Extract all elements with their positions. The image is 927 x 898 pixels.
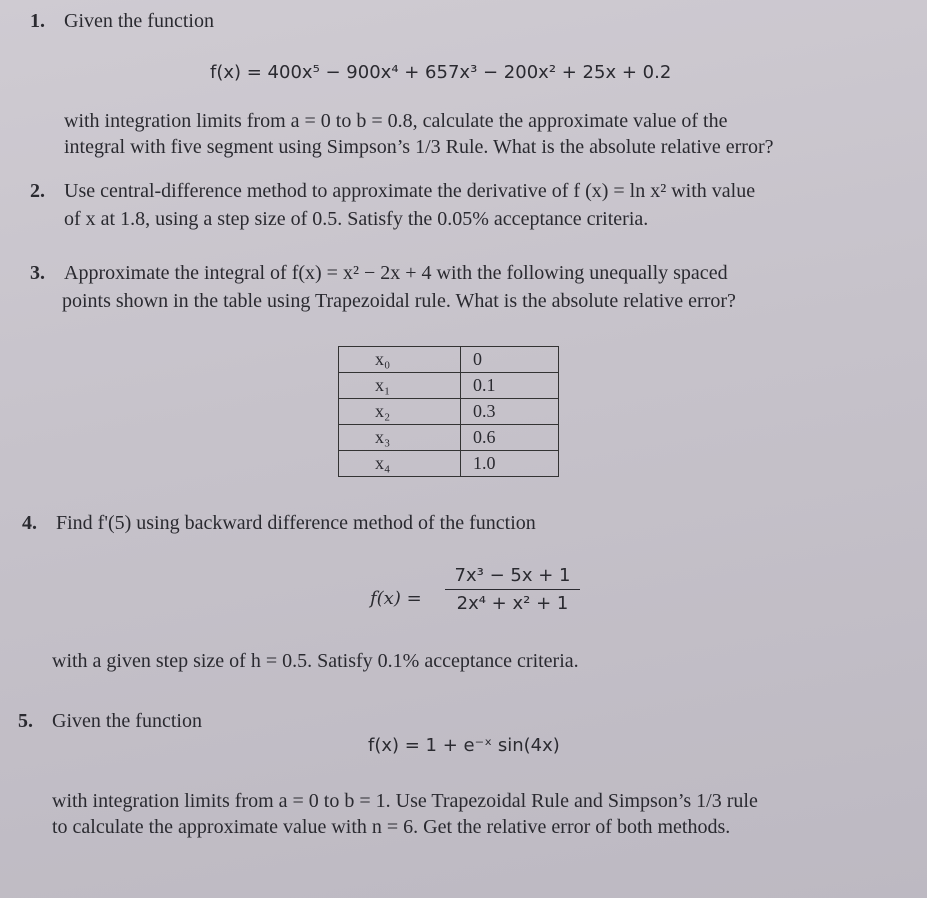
q3-text-line-2: points shown in the table using Trapezoidal rule. What is the absolute relative error? bbox=[62, 290, 736, 312]
q4-numerator: 7x³ − 5x + 1 bbox=[454, 565, 571, 586]
q3-number: 3. bbox=[30, 262, 45, 284]
q2-text-line-1: Use central-difference method to approximate the derivative of f (x) = ln x² with value bbox=[64, 180, 756, 202]
point-label: x₂ bbox=[339, 399, 461, 425]
point-label: x₀ bbox=[339, 347, 461, 373]
q5-formula: f(x) = 1 + e⁻ˣ sin(4x) bbox=[368, 735, 560, 756]
q4-title: Find f'(5) using backward difference method of the function bbox=[56, 512, 536, 534]
q5-title: Given the function bbox=[52, 710, 202, 732]
q3-text-line-1: Approximate the integral of f(x) = x² − 2x + 4 with the following unequally spaced bbox=[64, 262, 728, 284]
q4-fraction bbox=[445, 565, 580, 614]
q4-number: 4. bbox=[22, 512, 37, 534]
q4-denominator: 2x⁴ + x² + 1 bbox=[456, 593, 569, 614]
point-value: 0.1 bbox=[461, 373, 559, 399]
q4-text-line-1: with a given step size of h = 0.5. Satisfy 0.1% acceptance criteria. bbox=[52, 650, 579, 672]
q1-formula: f(x) = 400x⁵ − 900x⁴ + 657x³ − 200x² + 25x + 0.2 bbox=[210, 62, 672, 83]
point-label: x₃ bbox=[339, 425, 461, 451]
q3-line-1 bbox=[30, 262, 728, 285]
points-table bbox=[338, 346, 559, 477]
table-row bbox=[339, 347, 559, 373]
table-row bbox=[339, 425, 559, 451]
q4-title-line bbox=[22, 512, 536, 535]
q2-line-1 bbox=[30, 180, 755, 203]
table-row bbox=[339, 373, 559, 399]
q1-number: 1. bbox=[30, 10, 45, 32]
q5-text-line-1: with integration limits from a = 0 to b = 1. Use Trapezoidal Rule and Simpson’s 1/3 rule bbox=[52, 790, 758, 812]
q1-text-line-2: integral with five segment using Simpson’s 1/3 Rule. What is the absolute relative error? bbox=[64, 136, 774, 158]
point-value: 0.3 bbox=[461, 399, 559, 425]
q1-text-line-1: with integration limits from a = 0 to b = 0.8, calculate the approximate value of the bbox=[64, 110, 728, 132]
q5-text-line-2: to calculate the approximate value with n = 6. Get the relative error of both methods. bbox=[52, 816, 731, 838]
fraction-bar bbox=[445, 589, 580, 590]
q4-lhs: f(x) = bbox=[370, 588, 422, 609]
point-label: x₄ bbox=[339, 451, 461, 477]
table-row bbox=[339, 399, 559, 425]
point-value: 0.6 bbox=[461, 425, 559, 451]
q1-title-line bbox=[30, 10, 214, 33]
q1-title: Given the function bbox=[64, 10, 214, 32]
point-value: 0 bbox=[461, 347, 559, 373]
q2-number: 2. bbox=[30, 180, 45, 202]
q5-number: 5. bbox=[18, 710, 33, 732]
q2-text-line-2: of x at 1.8, using a step size of 0.5. Satisfy the 0.05% acceptance criteria. bbox=[64, 208, 649, 230]
q5-title-line bbox=[18, 710, 202, 733]
point-label: x₁ bbox=[339, 373, 461, 399]
point-value: 1.0 bbox=[461, 451, 559, 477]
table-row bbox=[339, 451, 559, 477]
